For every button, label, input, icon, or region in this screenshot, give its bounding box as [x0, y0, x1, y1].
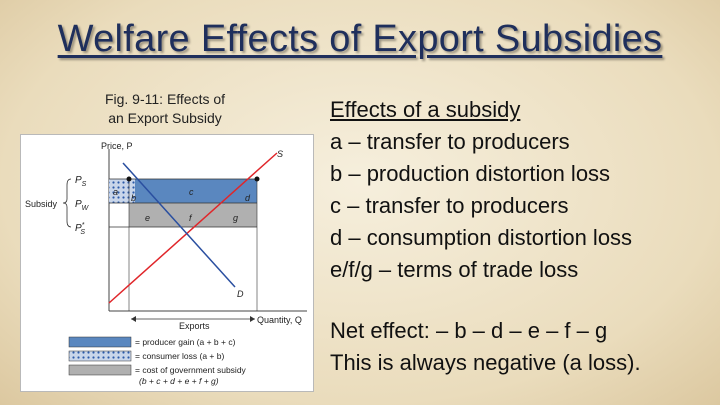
figure-caption-line-2: an Export Subsidy	[108, 110, 222, 126]
net-effect-line: Net effect: – b – d – e – f – g	[330, 318, 608, 343]
legend-consumer-loss: = consumer loss (a + b)	[135, 351, 225, 361]
export-subsidy-figure	[20, 134, 314, 392]
price-pw-letter: P	[75, 199, 82, 210]
effects-heading: Effects of a subsidy	[330, 97, 521, 122]
subsidy-brace	[63, 179, 71, 227]
legend-swatch-subsidy-cost	[69, 365, 131, 375]
legend-subsidy-cost: = cost of government subsidy	[135, 365, 246, 375]
effects-list	[330, 94, 710, 286]
equilibrium-point-right	[255, 177, 260, 182]
effect-line-d: d – consumption distortion loss	[330, 225, 633, 250]
price-ps-star-superscript: *	[81, 222, 85, 229]
legend-swatch-consumer-loss	[69, 351, 131, 361]
price-pw-subscript: W	[81, 205, 89, 212]
effect-line-a: a – transfer to producers	[330, 129, 570, 154]
demand-label: D	[237, 289, 244, 299]
net-effect-conclusion: This is always negative (a loss).	[330, 350, 641, 375]
price-pw-label	[75, 199, 90, 212]
slide-title: Welfare Effects of Export Subsidies	[57, 18, 663, 60]
price-ps-star-subscript: S	[80, 229, 86, 236]
area-label-c: c	[189, 187, 194, 197]
area-label-e: e	[145, 213, 151, 223]
price-ps-label	[75, 175, 87, 188]
area-label-g: g	[233, 213, 239, 223]
y-axis-label: Price, P	[101, 141, 133, 151]
price-ps-subscript: S	[81, 181, 87, 188]
legend-subsidy-cost-detail: (b + c + d + e + f + g)	[139, 376, 219, 386]
area-label-b: b	[131, 193, 137, 203]
effect-line-b: b – production distortion loss	[330, 161, 611, 186]
exports-arrow-right-head	[250, 316, 255, 322]
figure-caption	[70, 90, 260, 128]
area-label-a: a	[113, 187, 119, 197]
exports-label: Exports	[179, 321, 210, 331]
legend-producer-gain: = producer gain (a + b + c)	[135, 337, 236, 347]
price-ps-star-letter: P	[75, 223, 82, 234]
effect-line-c: c – transfer to producers	[330, 193, 569, 218]
figure-caption-line-1: Fig. 9-11: Effects of	[104, 91, 226, 107]
equilibrium-point-left	[127, 177, 132, 182]
effect-line-efg: e/f/g – terms of trade loss	[330, 257, 579, 282]
legend-swatch-producer-gain	[69, 337, 131, 347]
area-label-d: d	[245, 193, 251, 203]
exports-arrow-left-head	[131, 316, 136, 322]
area-label-f: f	[189, 213, 192, 223]
price-ps-star-label	[75, 222, 85, 236]
price-ps-letter: P	[75, 175, 82, 186]
subsidy-label: Subsidy	[25, 199, 58, 209]
supply-label: S	[277, 149, 284, 159]
net-effect	[330, 315, 710, 379]
export-subsidy-diagram	[21, 135, 313, 391]
x-axis-label: Quantity, Q	[257, 315, 302, 325]
